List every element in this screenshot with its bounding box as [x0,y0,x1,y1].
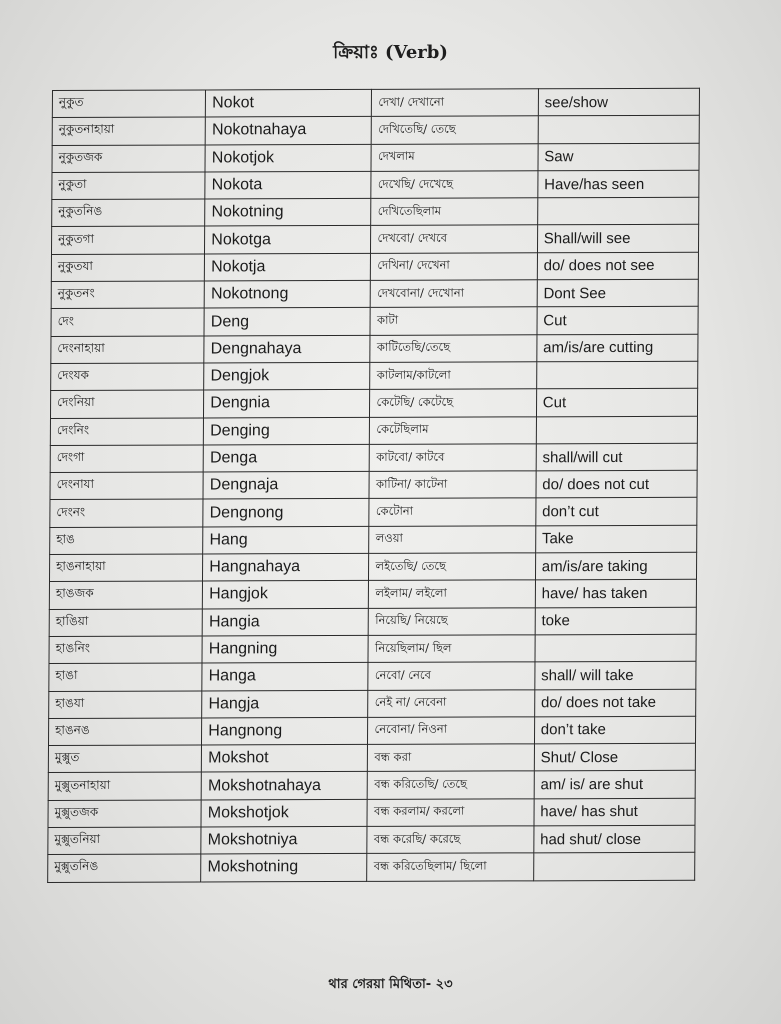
bengali-word-cell: দেংনিং [50,418,203,446]
table-row [49,580,696,610]
table-row [48,798,695,828]
table-row [50,443,697,473]
bengali-word-cell: হাঙিয়া [49,609,202,637]
table-row [50,470,697,500]
bengali-meaning-cell: কাটলাম/কাটলো [370,362,536,390]
romanized-word-cell: Mokshot [202,745,368,773]
vocabulary-table-container [47,88,700,883]
english-meaning-cell [538,116,699,144]
vocabulary-table-body [48,88,700,882]
english-meaning-cell: toke [535,607,696,635]
bengali-word-cell: হাঙা [49,663,202,691]
bengali-meaning-cell: দেখবো/ দেখবে [371,225,537,253]
romanized-word-cell: Nokotjok [205,144,371,172]
bengali-word-cell: হাঙ [50,527,203,555]
romanized-word-cell: Mokshotning [201,854,367,882]
romanized-word-cell: Mokshotnahaya [201,772,367,800]
bengali-word-cell: নুকুতা [52,172,205,200]
table-row [51,279,698,309]
table-row [50,498,697,528]
vocabulary-table [47,88,700,883]
bengali-word-cell: হাঙজক [49,581,202,609]
table-row [52,88,699,118]
bengali-meaning-cell: কাটা [370,307,536,335]
bengali-meaning-cell: লইতেছি/ তেছে [369,553,535,581]
table-row [49,661,696,691]
table-row [50,525,697,555]
bengali-word-cell: দেংনং [50,499,203,527]
english-meaning-cell [533,853,694,881]
english-meaning-cell: Cut [537,307,698,335]
romanized-word-cell: Mokshotjok [201,799,367,827]
english-meaning-cell: Shall/will see [537,225,698,253]
table-row [50,416,697,446]
romanized-word-cell: Hangnong [202,717,368,745]
bengali-meaning-cell: দেখা/ দেখানো [372,89,538,117]
table-row [51,307,698,337]
bengali-word-cell: নুকুতযা [51,254,204,282]
bengali-word-cell: নুকুতনাহায়া [52,117,205,145]
table-row [48,743,695,773]
table-row [49,689,696,719]
english-meaning-cell: Saw [538,143,699,171]
romanized-word-cell: Dengnahaya [204,335,370,363]
english-meaning-cell: have/ has shut [534,798,695,826]
romanized-word-cell: Nokotnahaya [205,117,371,145]
english-meaning-cell: don’t take [534,716,695,744]
page-title: ক্রিয়াঃ (Verb) [333,42,448,63]
romanized-word-cell: Deng [204,308,370,336]
table-row [51,252,698,282]
bengali-meaning-cell: লওয়া [369,526,535,554]
romanized-word-cell: Hang [203,526,369,554]
bengali-meaning-cell: কাটিতেছি/তেছে [370,334,536,362]
english-meaning-cell: do/ does not take [534,689,695,717]
table-row [51,361,698,391]
bengali-word-cell: নুকুতগা [51,226,204,254]
bengali-meaning-cell: দেখিতেছিলাম [371,198,537,226]
romanized-word-cell: Denga [203,444,369,472]
bengali-word-cell: মুক্সুতনিয়া [48,827,201,855]
english-meaning-cell: Dont See [537,279,698,307]
bengali-word-cell: মুক্সুত [48,745,201,773]
romanized-word-cell: Hangja [202,690,368,718]
romanized-word-cell: Dengjok [204,362,370,390]
english-meaning-cell [535,634,696,662]
english-meaning-cell: don’t cut [536,498,697,526]
table-row [49,552,696,582]
bengali-word-cell: হাঙনাহায়া [49,554,202,582]
romanized-word-cell: Nokota [205,171,371,199]
table-row [48,853,695,883]
table-row [49,634,696,664]
bengali-meaning-cell: দেখিনা/ দেখেনা [371,253,537,281]
bengali-meaning-cell: বন্ধ করিতেছিলাম/ ছিলো [367,853,533,881]
romanized-word-cell: Hangnahaya [203,553,369,581]
english-meaning-cell [536,416,697,444]
bengali-word-cell: নুকুতনং [51,281,204,309]
table-row [48,825,695,855]
english-meaning-cell [537,197,698,225]
bengali-meaning-cell: কেটোনা [369,498,535,526]
bengali-meaning-cell: দেখিতেছি/ তেছে [372,116,538,144]
bengali-meaning-cell: দেখেছি/ দেখেছে [371,171,537,199]
english-meaning-cell: am/ is/ are shut [534,771,695,799]
english-meaning-cell: am/is/are taking [535,552,696,580]
bengali-word-cell: নুকুতনিঙ [52,199,205,227]
romanized-word-cell: Dengnaja [203,472,369,500]
bengali-meaning-cell: নেবো/ নেবে [368,662,534,690]
english-meaning-cell: had shut/ close [534,825,695,853]
romanized-word-cell: Hangia [202,608,368,636]
table-row [51,225,698,255]
bengali-word-cell: দেংযক [51,363,204,391]
romanized-word-cell: Mokshotniya [201,826,367,854]
romanized-word-cell: Dengnong [203,499,369,527]
table-row [48,716,695,746]
romanized-word-cell: Nokotning [205,199,371,227]
english-meaning-cell: Cut [536,389,697,417]
table-row [52,197,699,227]
page-footer: থার গেরয়া মিথিতা- ২৩ [328,977,453,992]
bengali-word-cell: দেংগা [50,445,203,473]
romanized-word-cell: Nokotga [205,226,371,254]
table-row [49,607,696,637]
bengali-meaning-cell: নেই না/ নেবেনা [368,689,534,717]
bengali-word-cell: দেং [51,308,204,336]
bengali-word-cell: নুকুত [52,90,205,118]
bengali-meaning-cell: নেবোনা/ নিওনা [368,717,534,745]
table-row [50,389,697,419]
bengali-meaning-cell: নিয়েছিলাম/ ছিল [368,635,534,663]
romanized-word-cell: Hangning [202,635,368,663]
bengali-word-cell: দেংনিয়া [50,390,203,418]
bengali-meaning-cell: কেটেছি/ কেটেছে [370,389,536,417]
bengali-word-cell: হাঙনিং [49,636,202,664]
bengali-word-cell: দেংনাযা [50,472,203,500]
english-meaning-cell: shall/will cut [536,443,697,471]
romanized-word-cell: Dengnia [204,390,370,418]
romanized-word-cell: Hangjok [203,581,369,609]
english-meaning-cell: have/ has taken [535,580,696,608]
english-meaning-cell: Take [535,525,696,553]
bengali-meaning-cell: কেটেছিলাম [370,416,536,444]
english-meaning-cell: Have/has seen [538,170,699,198]
bengali-word-cell: মুক্সুতজক [48,800,201,828]
bengali-meaning-cell: বন্ধ করলাম/ করলো [367,799,533,827]
bengali-word-cell: হাঙযা [49,691,202,719]
bengali-meaning-cell: কাটিনা/ কাটেনা [369,471,535,499]
english-meaning-cell: see/show [538,88,699,116]
bengali-word-cell: নুকুতজক [52,145,205,173]
romanized-word-cell: Hanga [202,663,368,691]
table-row [52,143,699,173]
english-meaning-cell: do/ does not see [537,252,698,280]
bengali-meaning-cell: বন্ধ করা [368,744,534,772]
table-row [52,116,699,146]
table-row [48,771,695,801]
bengali-word-cell: মুক্সুতনিঙ [48,854,201,882]
bengali-meaning-cell: নিয়েছি/ নিয়েছে [369,607,535,635]
bengali-word-cell: দেংনাহায়া [51,336,204,364]
english-meaning-cell: shall/ will take [535,661,696,689]
english-meaning-cell [536,361,697,389]
bengali-meaning-cell: লইলাম/ লইলো [369,580,535,608]
bengali-meaning-cell: বন্ধ করিতেছি/ তেছে [368,771,534,799]
romanized-word-cell: Nokot [206,89,372,117]
bengali-meaning-cell: বন্ধ করেছি/ করেছে [367,826,533,854]
table-row [52,170,699,200]
bengali-word-cell: হাঙনঙ [48,718,201,746]
bengali-word-cell: মুক্সুতনাহায়া [48,772,201,800]
english-meaning-cell: Shut/ Close [534,743,695,771]
table-row [51,334,698,364]
english-meaning-cell: do/ does not cut [536,470,697,498]
romanized-word-cell: Nokotnong [204,280,370,308]
bengali-meaning-cell: দেখলাম [371,143,537,171]
bengali-meaning-cell: কাটবো/ কাটবে [370,444,536,472]
romanized-word-cell: Denging [204,417,370,445]
romanized-word-cell: Nokotja [205,253,371,281]
english-meaning-cell: am/is/are cutting [537,334,698,362]
bengali-meaning-cell: দেখবোনা/ দেখোনা [371,280,537,308]
